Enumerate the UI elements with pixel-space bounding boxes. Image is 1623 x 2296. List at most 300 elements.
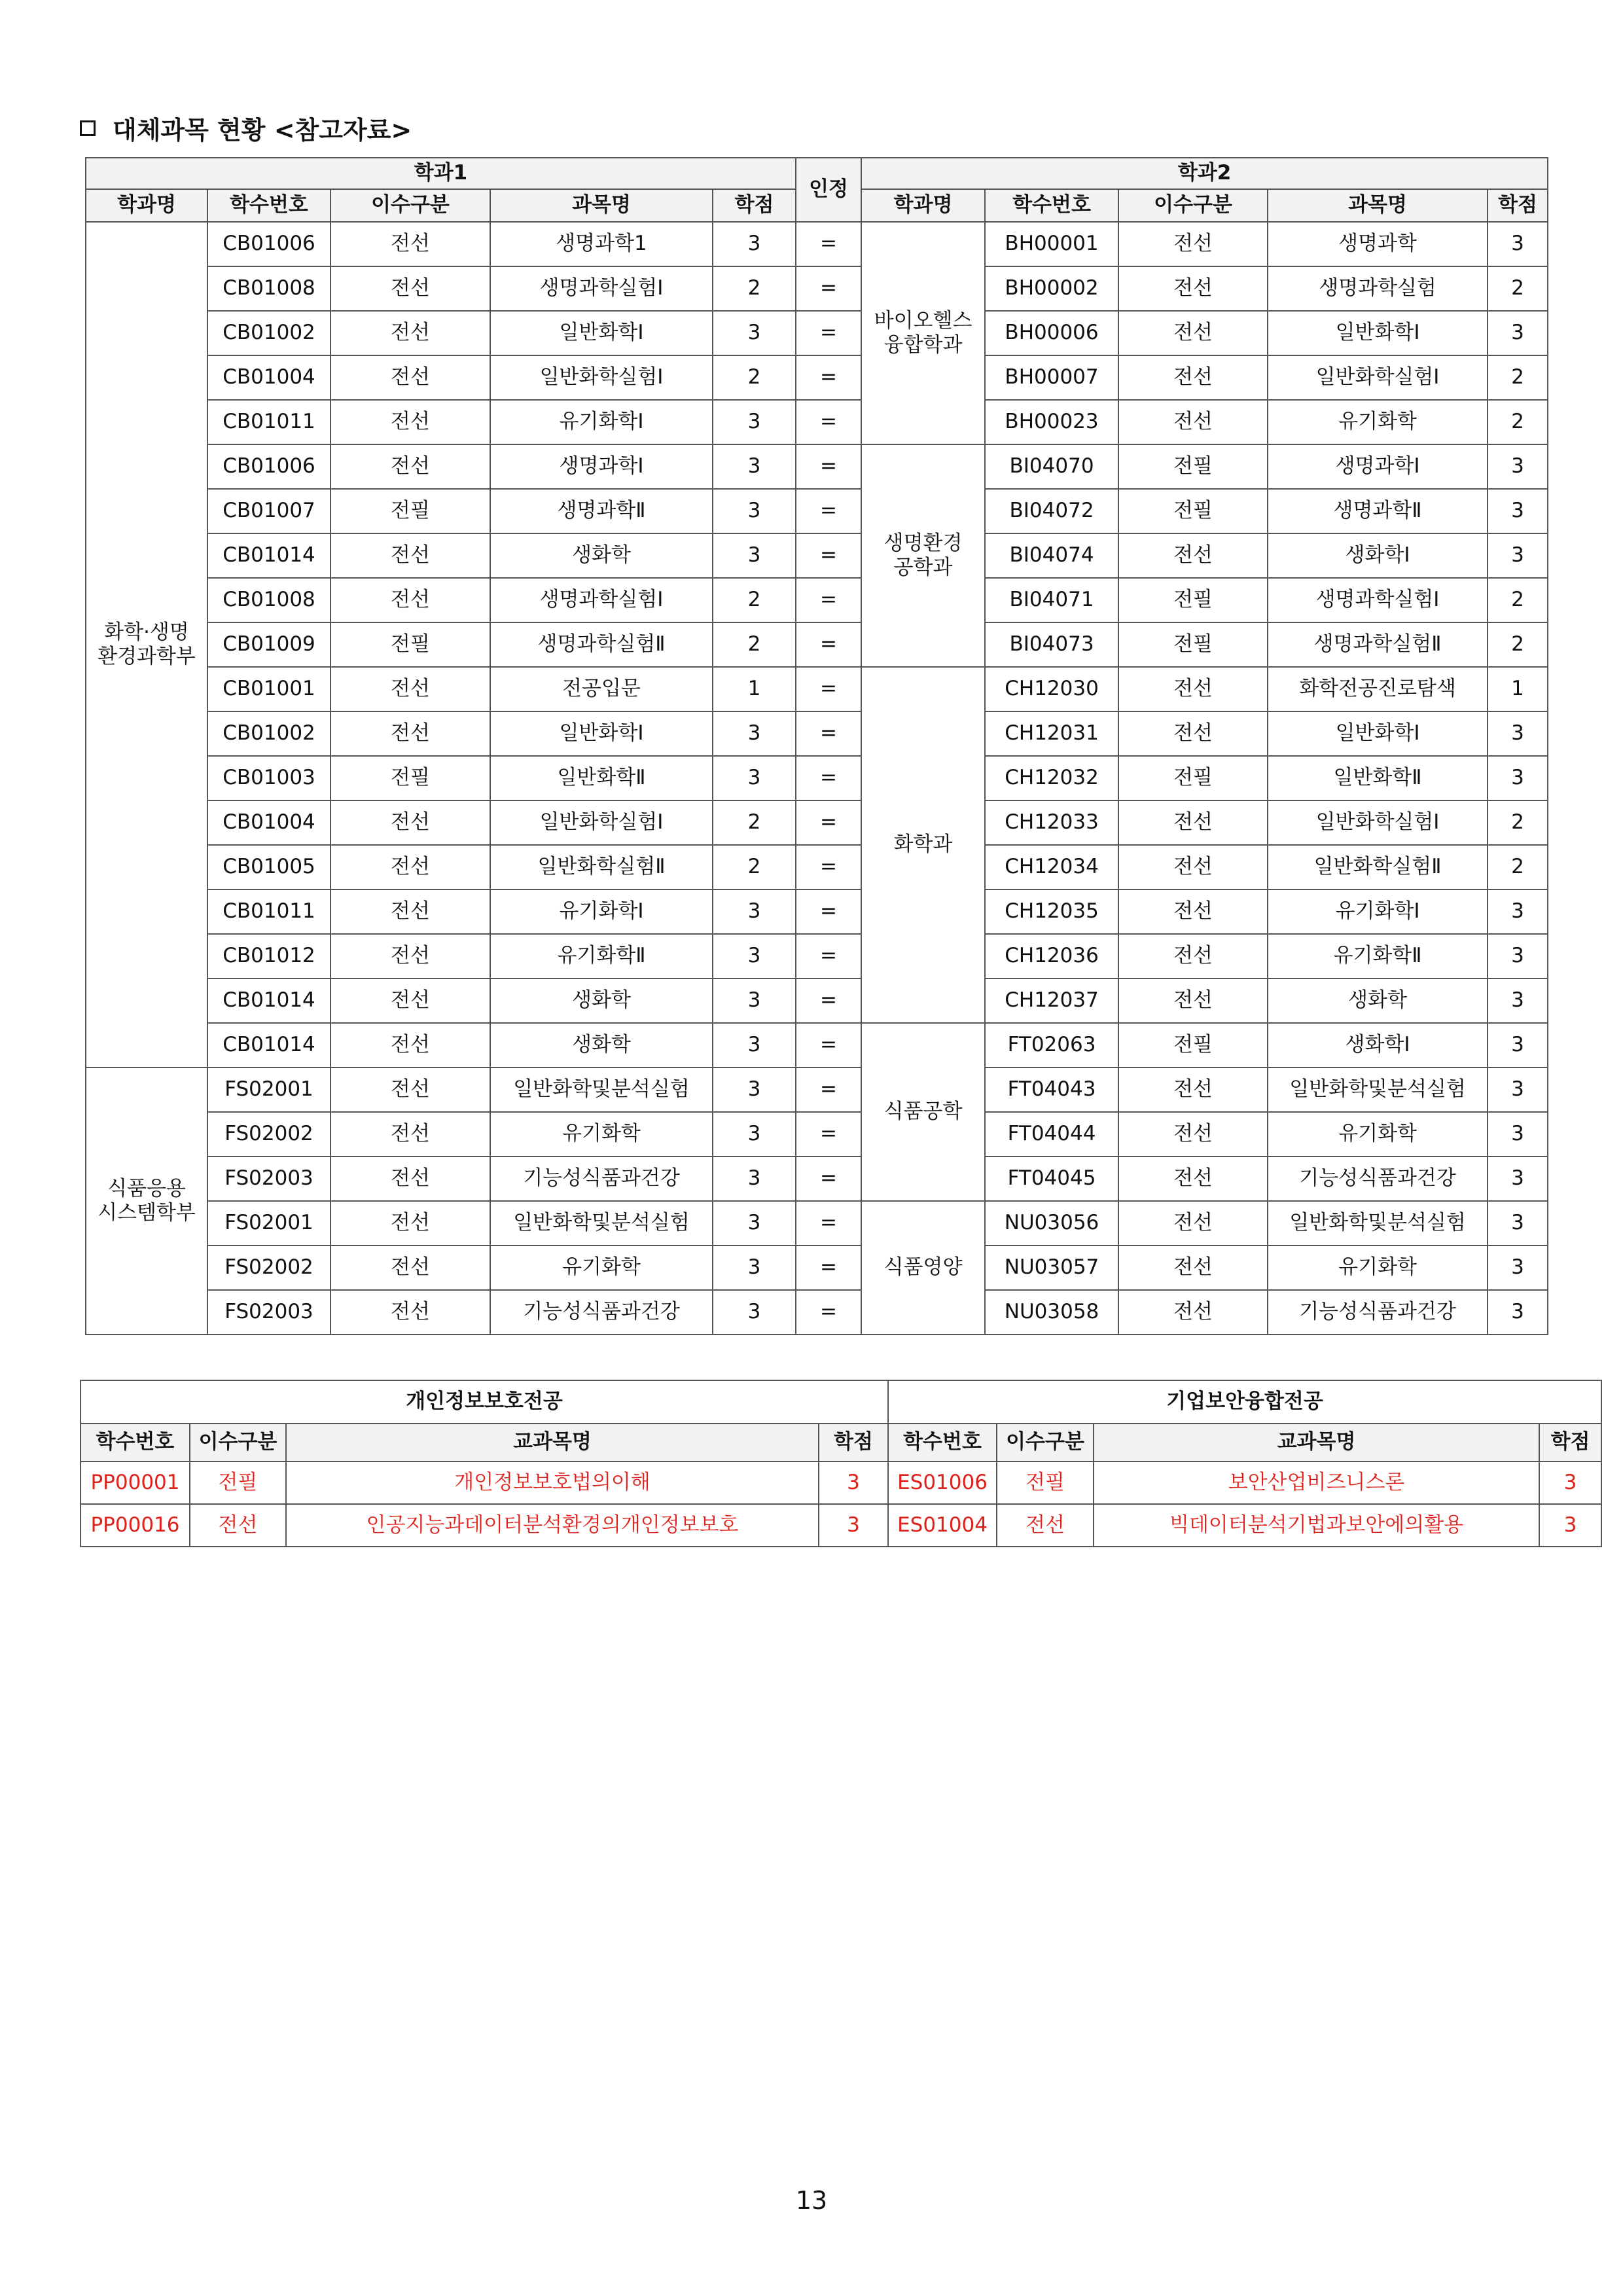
course-code-1: CB01014 — [207, 533, 330, 578]
course-code-1: CB01002 — [207, 311, 330, 355]
course-code-2: CH12033 — [985, 800, 1118, 845]
course-type-1: 전선 — [330, 1112, 490, 1157]
course-name-1: 생명과학실험Ⅰ — [490, 578, 713, 622]
privacy-major-title: 개인정보보호전공 — [80, 1380, 888, 1424]
course-name-1: 일반화학Ⅱ — [490, 756, 713, 800]
course-type-1: 전선 — [330, 978, 490, 1023]
course-type-2: 전필 — [1118, 756, 1268, 800]
course-name-1: 생화학 — [490, 533, 713, 578]
course-code-1: CB01012 — [207, 934, 330, 978]
table-row — [86, 978, 1548, 1023]
table-row — [86, 889, 1548, 934]
course-credit-2: 2 — [1488, 578, 1548, 622]
course-name-2: 기능성식품과건강 — [1268, 1290, 1488, 1335]
course-code-1: CB01001 — [207, 667, 330, 711]
course-credit-1: 3 — [713, 889, 796, 934]
course-credit-1: 3 — [713, 756, 796, 800]
course-code-2: NU03058 — [985, 1290, 1118, 1335]
col-header-code2: 학수번호 — [985, 189, 1118, 222]
course-name-1: 일반화학실험Ⅰ — [490, 355, 713, 400]
equivalence-mark: = — [796, 667, 861, 711]
course-code-2: BI04072 — [985, 489, 1118, 533]
course-code-1: CB01004 — [207, 355, 330, 400]
course-type-1: 전선 — [330, 667, 490, 711]
table-row — [86, 355, 1548, 400]
course-name-2: 일반화학실험Ⅱ — [1268, 845, 1488, 889]
course-type-1: 전선 — [330, 889, 490, 934]
course-type-2: 전선 — [1118, 1201, 1268, 1246]
course-type-2: 전필 — [1118, 622, 1268, 667]
privacy-course-type: 전선 — [190, 1504, 286, 1547]
table-row — [86, 489, 1548, 533]
course-name-2: 생명과학Ⅰ — [1268, 444, 1488, 489]
course-type-1: 전선 — [330, 578, 490, 622]
course-type-1: 전선 — [330, 533, 490, 578]
col-header-credit1: 학점 — [713, 189, 796, 222]
equivalence-mark: = — [796, 800, 861, 845]
course-name-2: 생명과학Ⅱ — [1268, 489, 1488, 533]
privacy-course-credit: 3 — [819, 1504, 888, 1547]
course-credit-1: 3 — [713, 489, 796, 533]
course-type-1: 전선 — [330, 1157, 490, 1201]
course-type-1: 전선 — [330, 1067, 490, 1112]
col-header-left-credit: 학점 — [819, 1424, 888, 1462]
course-credit-2: 3 — [1488, 934, 1548, 978]
course-name-2: 생명과학실험 — [1268, 266, 1488, 311]
course-code-1: CB01006 — [207, 444, 330, 489]
course-name-1: 유기화학 — [490, 1112, 713, 1157]
course-code-2: NU03056 — [985, 1201, 1118, 1246]
course-type-2: 전선 — [1118, 934, 1268, 978]
course-code-2: CH12031 — [985, 711, 1118, 756]
course-credit-1: 3 — [713, 400, 796, 444]
col-header-code1: 학수번호 — [207, 189, 330, 222]
security-course-credit: 3 — [1539, 1462, 1601, 1504]
equivalence-mark: = — [796, 978, 861, 1023]
course-code-2: BH00023 — [985, 400, 1118, 444]
course-code-2: BH00007 — [985, 355, 1118, 400]
col-header-right-credit: 학점 — [1539, 1424, 1601, 1462]
course-type-1: 전선 — [330, 444, 490, 489]
equivalence-mark: = — [796, 533, 861, 578]
course-code-2: FT02063 — [985, 1023, 1118, 1067]
course-type-2: 전선 — [1118, 667, 1268, 711]
equivalence-mark: = — [796, 1201, 861, 1246]
course-type-1: 전선 — [330, 311, 490, 355]
course-credit-2: 3 — [1488, 1201, 1548, 1246]
col-header-course2: 과목명 — [1268, 189, 1488, 222]
course-type-2: 전선 — [1118, 400, 1268, 444]
course-credit-2: 3 — [1488, 889, 1548, 934]
course-type-1: 전선 — [330, 800, 490, 845]
course-credit-2: 3 — [1488, 1246, 1548, 1290]
table-row — [86, 266, 1548, 311]
dept1-group-header: 학과1 — [86, 158, 796, 189]
course-code-2: CH12036 — [985, 934, 1118, 978]
course-name-2: 기능성식품과건강 — [1268, 1157, 1488, 1201]
course-name-2: 유기화학 — [1268, 400, 1488, 444]
course-code-2: BI04071 — [985, 578, 1118, 622]
course-type-1: 전선 — [330, 845, 490, 889]
course-name-1: 유기화학 — [490, 1246, 713, 1290]
course-name-1: 생명과학실험Ⅱ — [490, 622, 713, 667]
course-code-1: CB01008 — [207, 266, 330, 311]
col-header-type1: 이수구분 — [330, 189, 490, 222]
course-name-2: 일반화학및분석실험 — [1268, 1067, 1488, 1112]
course-credit-2: 3 — [1488, 1112, 1548, 1157]
course-type-2: 전선 — [1118, 978, 1268, 1023]
course-code-2: CH12034 — [985, 845, 1118, 889]
course-name-1: 일반화학Ⅰ — [490, 711, 713, 756]
course-name-2: 유기화학 — [1268, 1246, 1488, 1290]
equivalence-mark: = — [796, 1157, 861, 1201]
course-type-2: 전선 — [1118, 311, 1268, 355]
table-row — [86, 1023, 1548, 1067]
course-type-2: 전선 — [1118, 533, 1268, 578]
course-name-2: 일반화학Ⅱ — [1268, 756, 1488, 800]
col-header-left-code: 학수번호 — [80, 1424, 190, 1462]
course-credit-2: 3 — [1488, 1023, 1548, 1067]
table-row — [86, 578, 1548, 622]
course-credit-1: 3 — [713, 978, 796, 1023]
course-credit-2: 1 — [1488, 667, 1548, 711]
course-credit-2: 3 — [1488, 1157, 1548, 1201]
table-row — [86, 444, 1548, 489]
course-type-1: 전선 — [330, 711, 490, 756]
equivalence-mark: = — [796, 222, 861, 266]
course-credit-1: 3 — [713, 1201, 796, 1246]
dept1-name-cell: 식품응용 시스템학부 — [86, 1067, 207, 1335]
course-credit-1: 2 — [713, 578, 796, 622]
course-name-2: 생화학Ⅰ — [1268, 533, 1488, 578]
privacy-course-name: 인공지능과데이터분석환경의개인정보보호 — [286, 1504, 819, 1547]
security-course-name: 빅데이터분석기법과보안에의활용 — [1094, 1504, 1539, 1547]
course-credit-1: 3 — [713, 222, 796, 266]
course-name-1: 기능성식품과건강 — [490, 1157, 713, 1201]
course-name-1: 생명과학Ⅱ — [490, 489, 713, 533]
course-type-2: 전선 — [1118, 222, 1268, 266]
col-header-right-code: 학수번호 — [888, 1424, 997, 1462]
security-course-code: ES01004 — [888, 1504, 997, 1547]
course-credit-1: 2 — [713, 266, 796, 311]
course-code-1: CB01008 — [207, 578, 330, 622]
course-code-1: CB01002 — [207, 711, 330, 756]
course-type-2: 전선 — [1118, 889, 1268, 934]
course-credit-1: 3 — [713, 1112, 796, 1157]
course-code-2: CH12030 — [985, 667, 1118, 711]
course-credit-2: 2 — [1488, 622, 1548, 667]
course-type-1: 전선 — [330, 1246, 490, 1290]
course-type-2: 전필 — [1118, 444, 1268, 489]
course-type-1: 전선 — [330, 355, 490, 400]
security-course-type: 전선 — [997, 1504, 1094, 1547]
security-course-credit: 3 — [1539, 1504, 1601, 1547]
equivalence-mark: = — [796, 266, 861, 311]
course-code-1: FS02001 — [207, 1067, 330, 1112]
equivalence-mark: = — [796, 934, 861, 978]
course-name-1: 생화학 — [490, 1023, 713, 1067]
dept1-name-cell: 화학·생명 환경과학부 — [86, 222, 207, 1067]
equivalence-mark: = — [796, 711, 861, 756]
course-credit-1: 3 — [713, 444, 796, 489]
dept2-group-header: 학과2 — [861, 158, 1548, 189]
equivalence-mark: = — [796, 1067, 861, 1112]
col-header-dept1: 학과명 — [86, 189, 207, 222]
table-row — [86, 533, 1548, 578]
security-major-body — [80, 1462, 1601, 1547]
group-header-row — [86, 158, 1548, 189]
table-row — [86, 222, 1548, 266]
table-row — [86, 756, 1548, 800]
course-code-2: FT04044 — [985, 1112, 1118, 1157]
course-credit-2: 3 — [1488, 978, 1548, 1023]
col-header-credit2: 학점 — [1488, 189, 1548, 222]
course-credit-1: 1 — [713, 667, 796, 711]
table-row — [86, 1112, 1548, 1157]
col-header-type2: 이수구분 — [1118, 189, 1268, 222]
course-type-2: 전선 — [1118, 355, 1268, 400]
course-code-1: FS02001 — [207, 1201, 330, 1246]
table-row — [86, 311, 1548, 355]
course-name-2: 생명과학실험Ⅰ — [1268, 578, 1488, 622]
course-credit-2: 2 — [1488, 400, 1548, 444]
course-credit-1: 3 — [713, 1023, 796, 1067]
course-credit-2: 2 — [1488, 266, 1548, 311]
equivalence-mark: = — [796, 355, 861, 400]
course-code-2: BH00001 — [985, 222, 1118, 266]
major-course-row — [80, 1462, 1601, 1504]
course-credit-1: 3 — [713, 1246, 796, 1290]
equivalence-mark: = — [796, 1246, 861, 1290]
course-name-2: 일반화학실험Ⅰ — [1268, 355, 1488, 400]
security-major-table — [80, 1380, 1602, 1547]
course-type-2: 전선 — [1118, 1067, 1268, 1112]
course-credit-2: 3 — [1488, 311, 1548, 355]
col-header-left-course: 교과목명 — [286, 1424, 819, 1462]
course-code-1: CB01011 — [207, 889, 330, 934]
equivalence-mark: = — [796, 1112, 861, 1157]
dept2-name-cell: 화학과 — [861, 667, 985, 1023]
course-credit-1: 3 — [713, 1067, 796, 1112]
course-code-2: BI04074 — [985, 533, 1118, 578]
equivalence-mark: = — [796, 622, 861, 667]
course-type-1: 전선 — [330, 1290, 490, 1335]
col-header-left-type: 이수구분 — [190, 1424, 286, 1462]
equivalence-mark: = — [796, 1290, 861, 1335]
course-code-2: BH00002 — [985, 266, 1118, 311]
course-name-2: 일반화학및분석실험 — [1268, 1201, 1488, 1246]
security-course-code: ES01006 — [888, 1462, 997, 1504]
course-name-1: 생명과학실험Ⅰ — [490, 266, 713, 311]
course-type-1: 전선 — [330, 266, 490, 311]
course-name-2: 생명과학 — [1268, 222, 1488, 266]
substitute-course-table — [85, 157, 1548, 1335]
course-type-2: 전선 — [1118, 266, 1268, 311]
equivalence-mark: = — [796, 311, 861, 355]
course-code-1: FS02003 — [207, 1290, 330, 1335]
course-type-2: 전선 — [1118, 800, 1268, 845]
course-credit-2: 3 — [1488, 533, 1548, 578]
course-credit-1: 2 — [713, 800, 796, 845]
course-code-2: CH12035 — [985, 889, 1118, 934]
privacy-course-code: PP00016 — [80, 1504, 190, 1547]
substitute-course-body — [86, 222, 1548, 1335]
course-code-1: CB01014 — [207, 1023, 330, 1067]
course-name-1: 생화학 — [490, 978, 713, 1023]
col-header-dept2: 학과명 — [861, 189, 985, 222]
course-code-2: CH12032 — [985, 756, 1118, 800]
course-credit-1: 3 — [713, 311, 796, 355]
equivalence-mark: = — [796, 400, 861, 444]
course-code-1: CB01009 — [207, 622, 330, 667]
course-credit-2: 3 — [1488, 444, 1548, 489]
dept2-name-cell: 식품공학 — [861, 1023, 985, 1201]
privacy-course-name: 개인정보보호법의이해 — [286, 1462, 819, 1504]
course-code-1: CB01007 — [207, 489, 330, 533]
table-row — [86, 800, 1548, 845]
course-name-2: 생명과학실험Ⅱ — [1268, 622, 1488, 667]
course-code-2: BH00006 — [985, 311, 1118, 355]
course-name-1: 유기화학Ⅱ — [490, 934, 713, 978]
course-type-2: 전필 — [1118, 578, 1268, 622]
equivalence-mark: = — [796, 756, 861, 800]
course-name-1: 일반화학Ⅰ — [490, 311, 713, 355]
course-type-1: 전선 — [330, 1023, 490, 1067]
course-credit-1: 3 — [713, 533, 796, 578]
course-type-2: 전선 — [1118, 1157, 1268, 1201]
col-header-course1: 과목명 — [490, 189, 713, 222]
table-row — [86, 1290, 1548, 1335]
course-code-1: CB01005 — [207, 845, 330, 889]
course-credit-1: 3 — [713, 1290, 796, 1335]
course-name-1: 기능성식품과건강 — [490, 1290, 713, 1335]
course-type-1: 전선 — [330, 934, 490, 978]
course-code-2: BI04070 — [985, 444, 1118, 489]
course-name-1: 일반화학실험Ⅱ — [490, 845, 713, 889]
course-credit-1: 3 — [713, 711, 796, 756]
course-type-1: 전선 — [330, 1201, 490, 1246]
course-name-2: 일반화학Ⅰ — [1268, 711, 1488, 756]
course-type-1: 전선 — [330, 400, 490, 444]
course-type-1: 전선 — [330, 222, 490, 266]
course-name-2: 일반화학Ⅰ — [1268, 311, 1488, 355]
course-credit-2: 3 — [1488, 756, 1548, 800]
enterprise-security-major-title: 기업보안융합전공 — [888, 1380, 1601, 1424]
course-credit-2: 2 — [1488, 355, 1548, 400]
course-name-2: 화학전공진로탐색 — [1268, 667, 1488, 711]
course-code-1: CB01006 — [207, 222, 330, 266]
course-type-1: 전필 — [330, 622, 490, 667]
equivalence-mark: = — [796, 1023, 861, 1067]
major-column-header-row — [80, 1424, 1601, 1462]
course-name-1: 전공입문 — [490, 667, 713, 711]
col-header-right-type: 이수구분 — [997, 1424, 1094, 1462]
course-credit-2: 3 — [1488, 1290, 1548, 1335]
equivalence-mark: = — [796, 889, 861, 934]
course-type-2: 전필 — [1118, 1023, 1268, 1067]
course-code-1: FS02003 — [207, 1157, 330, 1201]
course-credit-2: 2 — [1488, 800, 1548, 845]
course-name-2: 일반화학실험Ⅰ — [1268, 800, 1488, 845]
equivalence-mark: = — [796, 444, 861, 489]
course-name-2: 생화학I — [1268, 1023, 1488, 1067]
course-code-1: FS02002 — [207, 1112, 330, 1157]
course-name-2: 유기화학Ⅰ — [1268, 889, 1488, 934]
course-name-1: 유기화학Ⅰ — [490, 889, 713, 934]
table-row — [86, 400, 1548, 444]
course-name-1: 일반화학및분석실험 — [490, 1201, 713, 1246]
equivalence-mark: = — [796, 489, 861, 533]
table-row — [86, 1246, 1548, 1290]
course-name-1: 생명과학1 — [490, 222, 713, 266]
col-header-right-course: 교과목명 — [1094, 1424, 1539, 1462]
page-title-text: 대체과목 현황 <참고자료> — [113, 116, 412, 145]
course-credit-1: 2 — [713, 845, 796, 889]
security-course-type: 전필 — [997, 1462, 1094, 1504]
privacy-course-code: PP00001 — [80, 1462, 190, 1504]
course-code-2: CH12037 — [985, 978, 1118, 1023]
table-row — [86, 711, 1548, 756]
course-type-2: 전선 — [1118, 845, 1268, 889]
course-name-2: 유기화학 — [1268, 1112, 1488, 1157]
dept2-name-cell: 식품영양 — [861, 1201, 985, 1335]
table-row — [86, 1157, 1548, 1201]
major-title-row — [80, 1380, 1601, 1424]
course-code-1: CB01004 — [207, 800, 330, 845]
table-row — [86, 1201, 1548, 1246]
course-name-2: 유기화학Ⅱ — [1268, 934, 1488, 978]
course-type-2: 전선 — [1118, 1112, 1268, 1157]
table-row — [86, 845, 1548, 889]
course-name-1: 일반화학및분석실험 — [490, 1067, 713, 1112]
course-code-2: FT04045 — [985, 1157, 1118, 1201]
table-row — [86, 667, 1548, 711]
course-name-2: 생화학 — [1268, 978, 1488, 1023]
equivalence-mark: = — [796, 845, 861, 889]
privacy-course-credit: 3 — [819, 1462, 888, 1504]
course-name-1: 유기화학Ⅰ — [490, 400, 713, 444]
course-type-2: 전선 — [1118, 1246, 1268, 1290]
course-code-2: FT04043 — [985, 1067, 1118, 1112]
course-credit-2: 3 — [1488, 711, 1548, 756]
course-credit-2: 3 — [1488, 222, 1548, 266]
table-row — [86, 934, 1548, 978]
course-type-1: 전필 — [330, 756, 490, 800]
table-row — [86, 622, 1548, 667]
course-type-2: 전선 — [1118, 1290, 1268, 1335]
course-name-1: 일반화학실험Ⅰ — [490, 800, 713, 845]
dept2-name-cell: 생명환경 공학과 — [861, 444, 985, 667]
major-course-row — [80, 1504, 1601, 1547]
security-course-name: 보안산업비즈니스론 — [1094, 1462, 1539, 1504]
course-credit-1: 2 — [713, 622, 796, 667]
page-title — [80, 110, 412, 146]
course-code-1: CB01011 — [207, 400, 330, 444]
table-row — [86, 1067, 1548, 1112]
course-code-2: BI04073 — [985, 622, 1118, 667]
course-code-1: CB01003 — [207, 756, 330, 800]
course-type-1: 전필 — [330, 489, 490, 533]
course-code-1: FS02002 — [207, 1246, 330, 1290]
course-credit-2: 3 — [1488, 489, 1548, 533]
privacy-course-type: 전필 — [190, 1462, 286, 1504]
course-type-2: 전필 — [1118, 489, 1268, 533]
course-name-1: 생명과학Ⅰ — [490, 444, 713, 489]
checkbox-square-icon — [80, 120, 96, 136]
course-credit-1: 3 — [713, 934, 796, 978]
page-number: 13 — [795, 2186, 828, 2215]
course-code-2: NU03057 — [985, 1246, 1118, 1290]
